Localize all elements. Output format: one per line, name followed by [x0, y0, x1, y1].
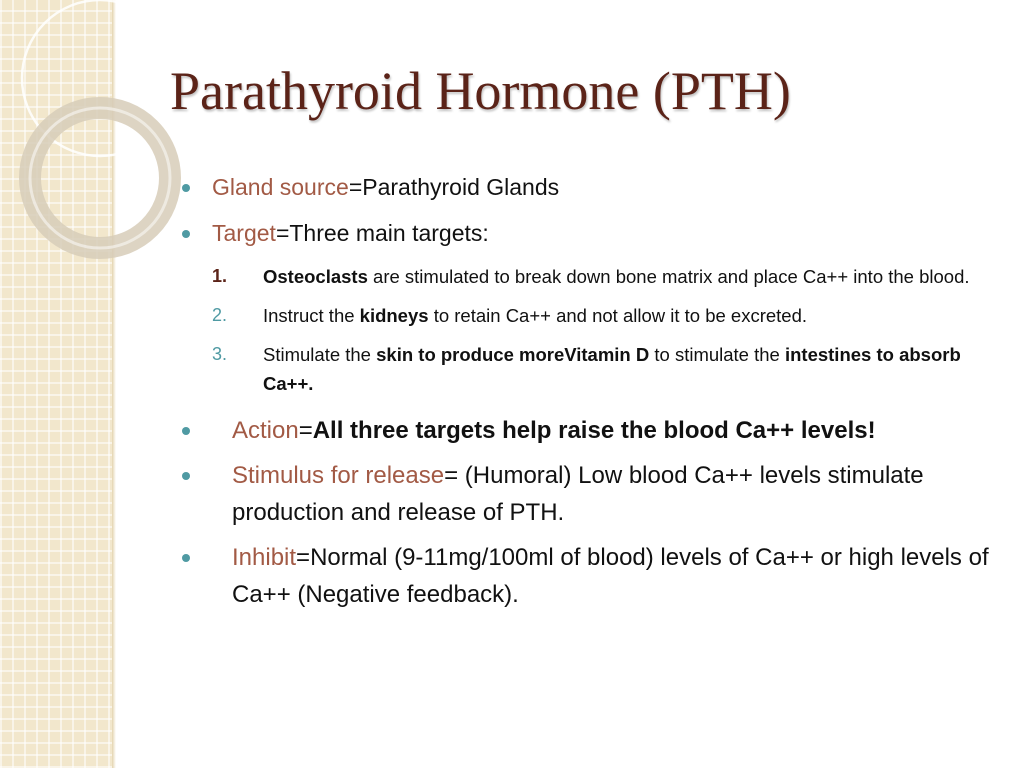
- bullet-inhibit: [182, 539, 992, 613]
- slide-title: Parathyroid Hormone (PTH): [170, 61, 791, 121]
- bullet-dot: [182, 427, 190, 435]
- action-eq: =: [298, 417, 313, 444]
- bullet-dot: [182, 184, 190, 192]
- term-inhibit: Inhibit: [232, 544, 297, 571]
- target-number-1: 1.: [212, 266, 228, 286]
- bullet-dot: [182, 472, 190, 480]
- term-target: Target: [212, 220, 276, 246]
- target-2-bold: kidneys: [359, 305, 429, 326]
- term-stimulus: Stimulus for release: [232, 462, 445, 489]
- bullet-action: [182, 412, 992, 449]
- target-1-text: are stimulated to break down bone matrix and place Ca++ into the blood.: [367, 266, 970, 287]
- target-3-bold-b: Vitamin D: [564, 344, 650, 365]
- term-action: Action: [232, 417, 299, 444]
- target-item-2: [182, 301, 992, 330]
- target-3-text-a: Stimulate the: [263, 344, 377, 365]
- target-text: =Three main targets:: [275, 220, 489, 246]
- target-number-2: 2.: [212, 305, 228, 325]
- target-2-text-b: to retain Ca++ and not allow it to be excreted.: [428, 305, 808, 326]
- target-2-text-a: Instruct the: [263, 305, 360, 326]
- target-item-1: [182, 262, 992, 291]
- bullet-gland-source: [182, 170, 992, 204]
- inhibit-text: =Normal (9-11mg/100ml of blood) levels of Ca++ or high levels of Ca++ (Negative feedback).: [232, 544, 989, 608]
- gland-source-text: =Parathyroid Glands: [348, 174, 560, 200]
- bullet-dot: [182, 230, 190, 238]
- decorative-rings: [0, 0, 200, 260]
- target-3-bold-c: intestines to absorb Ca++.: [263, 344, 961, 394]
- target-3-bold-a: skin to produce more: [376, 344, 565, 365]
- action-text: All three targets help raise the blood Ca++ levels!: [312, 417, 876, 444]
- bullet-stimulus: [182, 457, 992, 531]
- term-gland-source: Gland source: [212, 174, 349, 200]
- stimulus-text: = (Humoral) Low blood Ca++ levels stimulate production and release of PTH.: [232, 462, 924, 526]
- target-item-3: [182, 340, 992, 398]
- target-1-bold: Osteoclasts: [263, 266, 368, 287]
- target-number-3: 3.: [212, 344, 228, 364]
- slide-content: [182, 170, 992, 621]
- target-3-text-b: to stimulate the: [649, 344, 785, 365]
- bullet-target: [182, 216, 992, 250]
- bullet-dot: [182, 554, 190, 562]
